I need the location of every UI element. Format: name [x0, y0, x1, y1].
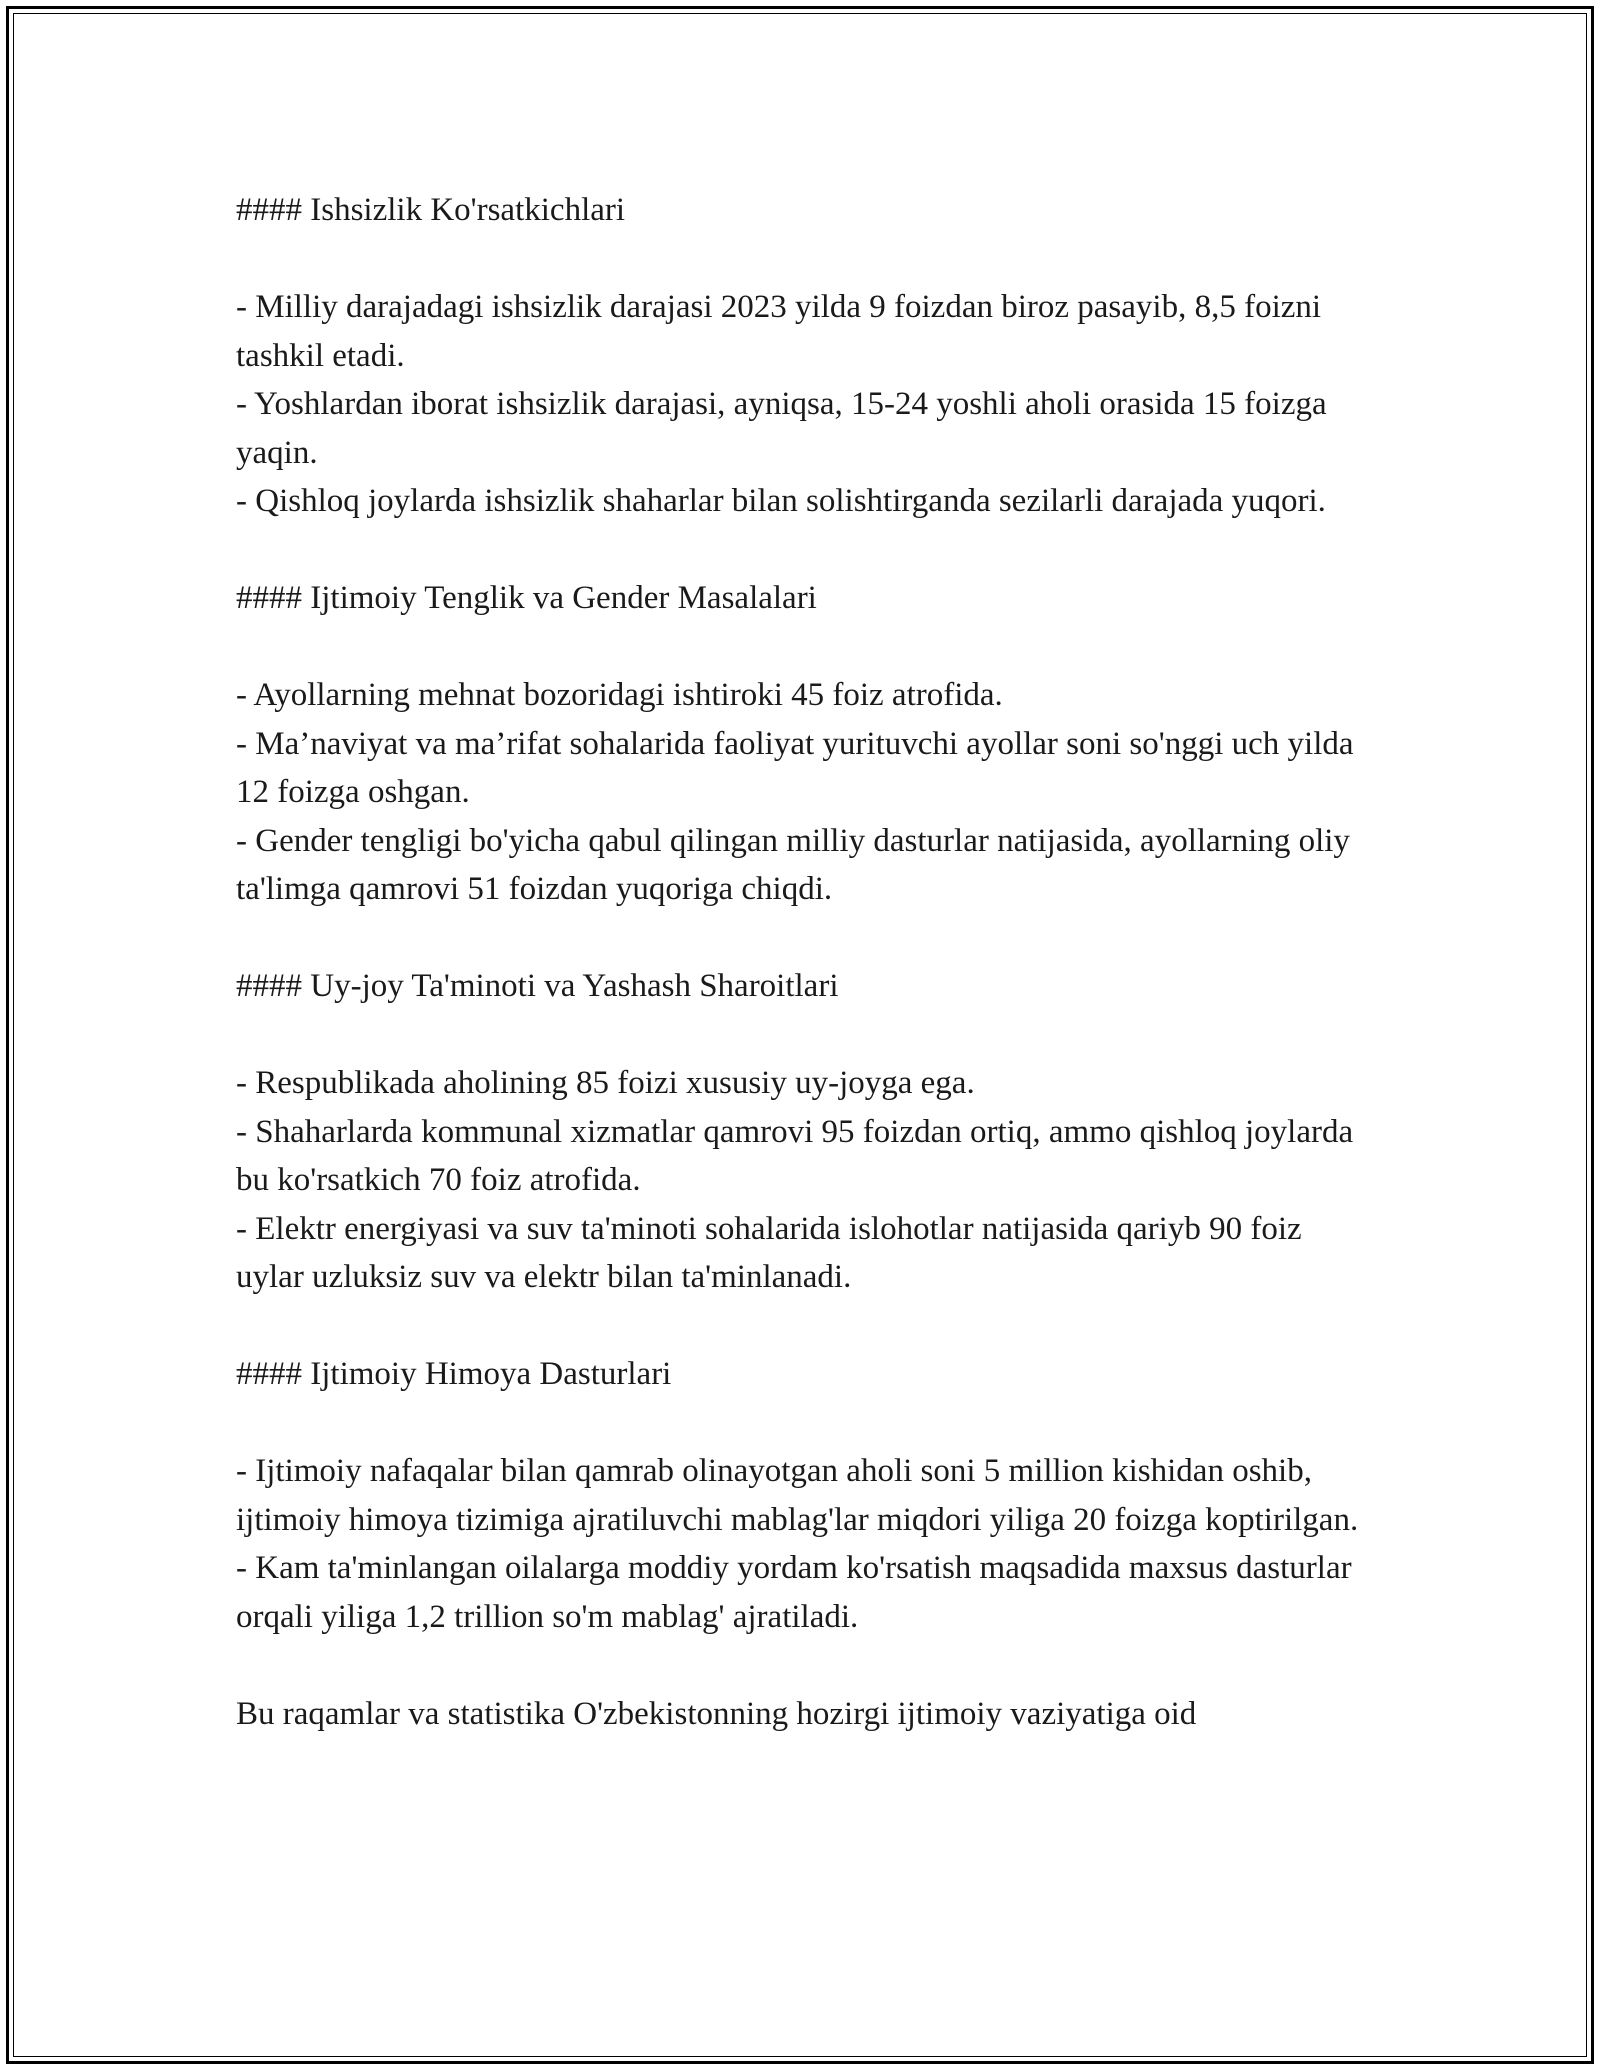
paragraph-gap — [236, 1399, 1366, 1448]
list-item: - Shaharlarda kommunal xizmatlar qamrovi 95 foizdan ortiq, ammo qishloq joylarda bu ko'rsatkich 70 foiz atrofida. — [236, 1113, 1354, 1198]
list-item: - Elektr energiyasi va suv ta'minoti sohalarida islohotlar natijasida qariyb 90 foiz uylar uzluksiz suv va elektr bilan ta'minlanadi. — [236, 1210, 1302, 1295]
list-item: - Ijtimoiy nafaqalar bilan qamrab olinayotgan aholi soni 5 million kishidan oshib, ijtimoiy himoya tizimiga ajratiluvchi mablag'lar miqdori yiliga 20 foizga koptirilgan. — [236, 1453, 1359, 1538]
list-item: - Ayollarning mehnat bozoridagi ishtiroki 45 foiz atrofida. — [236, 677, 1003, 713]
paragraph-gap — [236, 623, 1366, 672]
list-item: - Gender tengligi bo'yicha qabul qilingan milliy dasturlar natijasida, ayollarning oliy ta'limga qamrovi 51 foizdan yuqoriga chiqdi. — [236, 822, 1350, 907]
list-item: - Qishloq joylarda ishsizlik shaharlar bilan solishtirganda sezilarli darajada yuqori. — [236, 483, 1326, 519]
section-heading: #### Ijtimoiy Tenglik va Gender Masalalari — [236, 580, 817, 616]
list-item: - Yoshlardan iborat ishsizlik darajasi, ayniqsa, 15-24 yoshli aholi orasida 15 foizga yaqin. — [236, 386, 1327, 471]
section-heading: #### Ijtimoiy Himoya Dasturlari — [236, 1356, 672, 1392]
list-item: - Kam ta'minlangan oilalarga moddiy yordam ko'rsatish maqsadida maxsus dasturlar orqali yiliga 1,2 trillion so'm mablag' ajratiladi. — [236, 1550, 1352, 1635]
paragraph-gap — [236, 526, 1366, 575]
list-item: - Respublikada aholining 85 foizi xususiy uy-joyga ega. — [236, 1065, 975, 1101]
paragraph-gap — [236, 1302, 1366, 1351]
list-item: - Ma’naviyat va ma’rifat sohalarida faoliyat yurituvchi ayollar soni so'nggi uch yilda 12 foizga oshgan. — [236, 725, 1354, 810]
document-body — [236, 186, 1366, 1738]
list-item: - Milliy darajadagi ishsizlik darajasi 2023 yilda 9 foizdan biroz pasayib, 8,5 foizni tashkil etadi. — [236, 289, 1322, 374]
paragraph-gap — [236, 235, 1366, 284]
paragraph-gap — [236, 914, 1366, 963]
section-heading: #### Ishsizlik Ko'rsatkichlari — [236, 192, 626, 228]
paragraph-gap — [236, 1641, 1366, 1690]
closing-paragraph: Bu raqamlar va statistika O'zbekistonning hozirgi ijtimoiy vaziyatiga oid — [236, 1695, 1197, 1732]
section-heading: #### Uy-joy Ta'minoti va Yashash Sharoitlari — [236, 968, 839, 1004]
paragraph-gap — [236, 1011, 1366, 1060]
